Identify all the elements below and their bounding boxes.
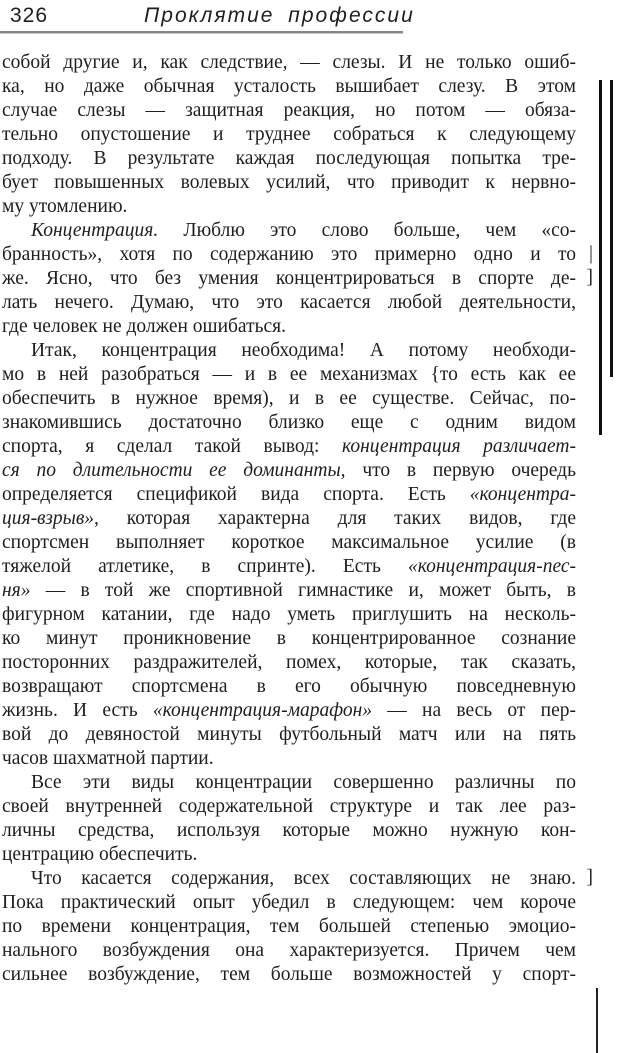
text-line <box>2 531 576 555</box>
page-body <box>2 51 593 987</box>
text-line <box>2 315 576 339</box>
text-line <box>2 507 576 531</box>
scan-margin-bar-outer <box>610 80 613 377</box>
body-text: возвращают спортсмена в его обычную повседневную <box>2 676 576 697</box>
text-line <box>2 723 576 747</box>
body-text: жизнь. И есть <box>2 700 153 721</box>
emphasized-text: концентрация различает- <box>342 436 576 457</box>
text-line <box>2 291 576 315</box>
text-line <box>2 411 576 435</box>
body-text: му утомлению. <box>2 196 128 217</box>
text-line <box>2 242 593 267</box>
emphasized-text: ция-взрыв», <box>2 508 99 529</box>
body-text: личны средства, используя которые можно нужную кон- <box>2 820 576 841</box>
body-text: Итак, концентрация необходима! А потому необходи- <box>31 340 576 361</box>
margin-annotation-mark: | <box>588 242 593 264</box>
body-text: лать нечего. Думаю, что это касается любой деятельности, <box>2 292 576 313</box>
text-line <box>2 963 576 987</box>
body-text: Все эти виды концентрации совершенно различны по <box>31 772 576 793</box>
body-text: Пока практический опыт убедил в следующем: чем короче <box>2 892 576 913</box>
running-title: Проклятие профессии <box>144 4 415 27</box>
body-text: по времени концентрация, тем большей степенью эмоцио- <box>2 916 576 937</box>
text-line <box>2 51 576 75</box>
body-text: центрацию обеспечить. <box>2 844 198 865</box>
text-line <box>2 819 576 843</box>
body-text: что в первую очередь <box>345 460 576 481</box>
body-text: обеспечить в нужное время), и в ее существе. Сейчас, по- <box>2 388 576 409</box>
body-text: Что касается содержания, всех составляющих не знаю. <box>31 868 576 889</box>
text-line <box>2 771 576 795</box>
paragraph <box>2 866 593 987</box>
text-line <box>2 123 576 147</box>
text-line <box>2 866 593 891</box>
scan-margin-bar-inner <box>599 80 602 435</box>
page-number: 326 <box>10 4 49 27</box>
paragraph <box>2 339 576 771</box>
text-line <box>2 99 576 123</box>
body-text: фигурном катании, где надо уметь приглушить на несколь- <box>2 604 576 625</box>
body-text: нального возбуждения она характеризуется. Причем чем <box>2 940 576 961</box>
emphasized-text: «концентрация-пес- <box>407 556 576 577</box>
body-text: определяется спецификой вида спорта. Есть <box>2 484 470 505</box>
text-line <box>2 915 576 939</box>
body-text: бранность», хотя по содержанию это примерно одно и то <box>2 244 576 265</box>
body-text: же. Ясно, что без умения концентрироваться в спорте де- <box>2 268 576 289</box>
emphasized-text: ня» <box>2 580 31 601</box>
text-line <box>2 339 576 363</box>
page-header <box>10 4 610 30</box>
margin-annotation-mark: ] <box>586 866 593 888</box>
text-line <box>2 266 593 291</box>
text-line <box>2 555 576 579</box>
body-text: мо в ней разобраться — и в ее механизмах {то есть как ее <box>2 364 576 385</box>
text-line <box>2 747 576 771</box>
body-text: спорта, я сделал такой вывод: <box>2 436 342 457</box>
text-line <box>2 219 576 243</box>
emphasized-text: «концентрация-марафон» <box>152 700 373 721</box>
emphasized-text: «концентра- <box>469 484 576 505</box>
paragraph <box>2 219 593 339</box>
body-text: вой до девяностой минуты футбольный матч или на пять <box>2 724 576 745</box>
text-line <box>2 603 576 627</box>
text-line <box>2 843 576 867</box>
text-line <box>2 363 576 387</box>
text-line <box>2 699 576 723</box>
text-line <box>2 195 576 219</box>
margin-annotation-mark: ] <box>586 266 593 288</box>
body-text: случае слезы — защитная реакция, но потом — обяза- <box>2 100 576 121</box>
text-line <box>2 459 576 483</box>
body-text: посторонних раздражителей, помех, которые, так сказать, <box>2 652 576 673</box>
body-text: Люблю это слово больше, чем «со- <box>158 220 576 241</box>
text-line <box>2 75 576 99</box>
body-text: собой другие и, как следствие, — слезы. И не только ошиб- <box>2 52 576 73</box>
text-line <box>2 435 576 459</box>
paragraph <box>2 51 576 219</box>
body-text: тяжелой атлетике, в спринте). Есть <box>2 556 408 577</box>
text-line <box>2 651 576 675</box>
body-text: ка, но даже обычная усталость вышибает слезу. В этом <box>2 76 576 97</box>
text-line <box>2 171 576 195</box>
emphasized-text: ся по длительности ее доминанты, <box>2 460 346 481</box>
body-text: своей внутренней содержательной структуре и так лее раз- <box>2 796 576 817</box>
body-text: — на весь от пер- <box>372 700 576 721</box>
body-text: часов шахматной партии. <box>2 748 214 769</box>
text-line <box>2 795 576 819</box>
body-text: ко минут проникновение в концентрированное сознание <box>2 628 576 649</box>
text-line <box>2 891 576 915</box>
body-text: спортсмен выполняет короткое максимальное усилие (в <box>2 532 576 553</box>
body-text: бует повышенных волевых усилий, что приводит к нервно- <box>2 172 576 193</box>
body-text: тельно опустошение и труднее собраться к следующему <box>2 124 576 145</box>
text-line <box>2 387 576 411</box>
text-line <box>2 675 576 699</box>
body-text: где человек не должен ошибаться. <box>2 316 286 337</box>
scan-margin-line-bottom <box>596 988 598 1053</box>
header-rule <box>0 31 403 34</box>
text-line <box>2 579 576 603</box>
emphasized-text: Концентрация. <box>31 220 159 241</box>
text-line <box>2 147 576 171</box>
body-text: которая характерна для таких видов, где <box>98 508 576 529</box>
text-line <box>2 627 576 651</box>
body-text: — в той же спортивной гимнастике и, может быть, в <box>30 580 576 601</box>
paragraph <box>2 771 576 867</box>
text-line <box>2 939 576 963</box>
body-text: подходу. В результате каждая последующая попытка тре- <box>2 148 576 169</box>
text-line <box>2 483 576 507</box>
body-text: сильнее возбуждение, тем больше возможностей у спорт- <box>2 964 576 985</box>
body-text: знакомившись достаточно близко еще с одним видом <box>2 412 576 433</box>
